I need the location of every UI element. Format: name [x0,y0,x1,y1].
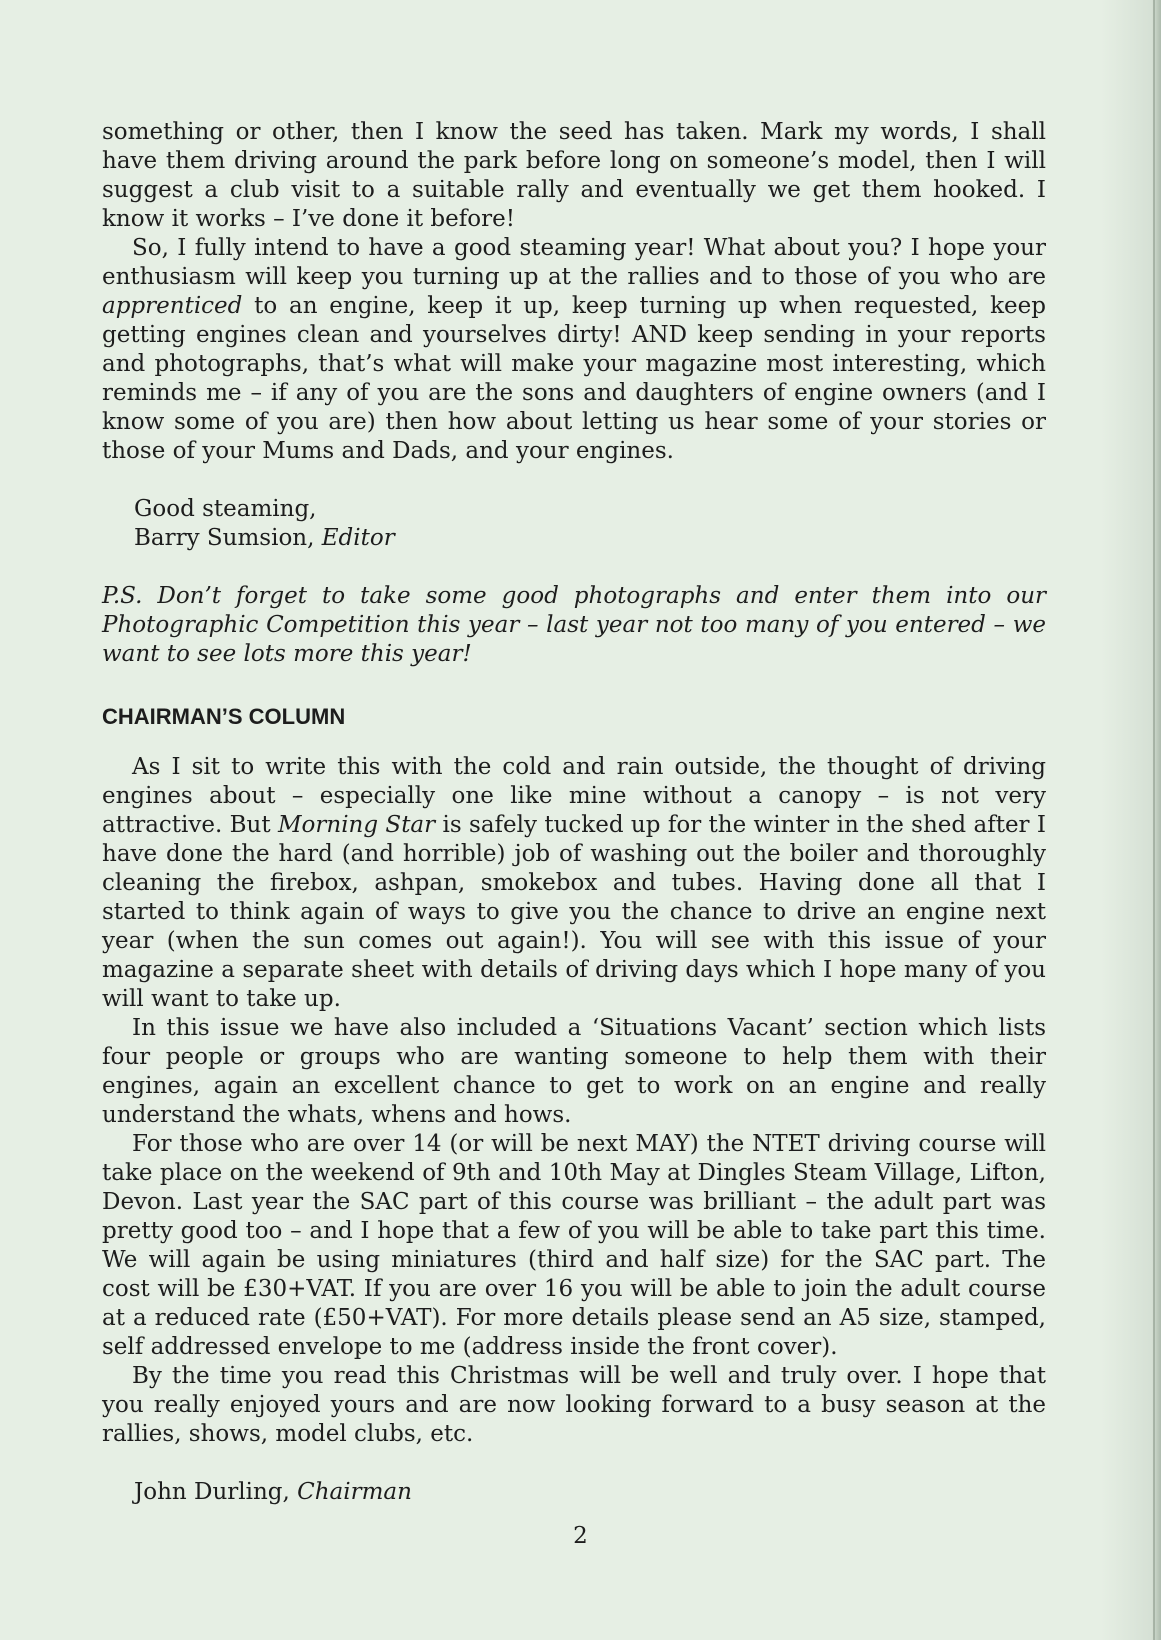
chairman-paragraph-4: By the time you read this Christmas will be well and truly over. I hope that you really enjoyed yours and are now looking forward to a busy season at the rallies, shows, model clubs, etc. [102,1363,1046,1447]
editor-paragraph-2: So, I fully intend to have a good steaming year! What about you? I hope your enthusiasm will keep you turning up at the rallies and to those of you who are apprenticed to an engine, keep it up, keep turning up when requested, keep getting engines clean and yourselves dirty! AND keep sending in your reports and photographs, that’s what will make your magazine most interesting, which reminds me – if any of you are the sons and daughters of engine owners (and I know some of you are) then how about letting us hear some of your stories or those of your Mums and Dads, and your engines. [102,235,1046,464]
emphasis-apprenticed: apprenticed [102,293,243,319]
page-number: 2 [573,1523,588,1549]
chairman-column-heading: CHAIRMAN’S COLUMN [102,704,346,729]
editor-signature: Barry Sumsion, Editor [134,525,395,551]
editor-role: Editor [321,525,395,551]
page-edge-line [1153,0,1155,1640]
article-body [102,118,1046,1507]
page-edge-shadow [1101,0,1161,1640]
editor-signoff: Good steaming, [134,496,317,522]
chairman-signature: John Durling, Chairman [134,1479,412,1505]
chairman-paragraph-3: For those who are over 14 (or will be next MAY) the NTET driving course will take place on the weekend of 9th and 10th May at Dingles Steam Village, Lifton, Devon. Last year the SAC part of this course was brilliant – the adult part was pretty good too – and I hope that a few of you will be able to take part this time. We will again be using miniatures (third and half size) for the SAC part. The cost will be £30+VAT. If you are over 16 you will be able to join the adult course at a reduced rate (£50+VAT). For more details please send an A5 size, stamped, self addressed envelope to me (address inside the front cover). [102,1131,1046,1360]
postscript: P.S. Don’t forget to take some good photographs and enter them into our Photographic Competition this year – last year not too many of you entered – we want to see lots more this year! [102,583,1046,667]
emphasis-morning-star: Morning Star [277,812,436,838]
chairman-paragraph-1: As I sit to write this with the cold and rain outside, the thought of driving engines about – especially one like mine without a canopy – is not very attractive. But Morning Star is safely tucked up for the winter in the shed after I have done the hard (and horrible) job of washing out the boiler and thoroughly cleaning the firebox, ashpan, smokebox and tubes. Having done all that I started to think again of ways to give you the chance to drive an engine next year (when the sun comes out again!). You will see with this issue of your magazine a separate sheet with details of driving days which I hope many of you will want to take up. [102,754,1046,1012]
editor-paragraph-1: something or other, then I know the seed has taken. Mark my words, I shall have them driving around the park before long on someone’s model, then I will suggest a club visit to a suitable rally and eventually we get them hooked. I know it works – I’ve done it before! [102,119,1046,232]
chairman-paragraph-2: In this issue we have also included a ‘Situations Vacant’ section which lists four people or groups who are wanting someone to help them with their engines, again an excellent chance to get to work on an engine and really understand the whats, whens and hows. [102,1015,1046,1128]
chairman-role: Chairman [297,1479,412,1505]
